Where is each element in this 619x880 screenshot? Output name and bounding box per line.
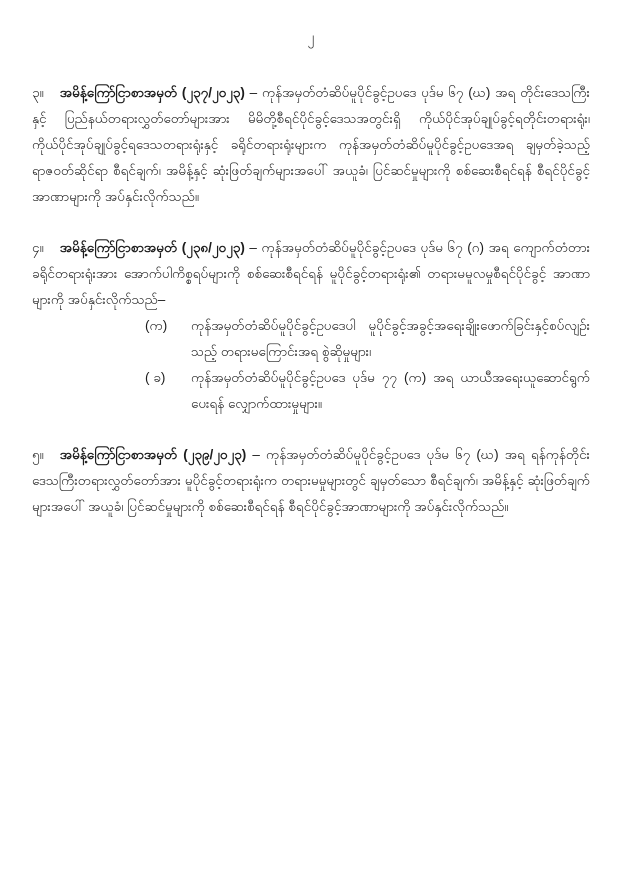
- notification-heading: အမိန့်ကြော်ငြာစာအမှတ် (၂၃၇/၂၀၂၃): [59, 85, 245, 100]
- sub-clause-marker: (က): [145, 318, 168, 333]
- paragraph-number: ၃။: [32, 85, 44, 100]
- dash-separator: –: [244, 240, 262, 255]
- sub-clause-marker: ( ခ): [145, 370, 166, 385]
- dash-separator: –: [244, 85, 262, 100]
- dash-separator: –: [246, 447, 267, 462]
- paragraph-notification-237: [32, 80, 590, 210]
- sub-clause-text: ကုန်အမှတ်တံဆိပ်မူပိုင်ခွင့်ဥပဒေ ပုဒ်မ ၇၇ (က) အရ ယာယီအရေးယူဆောင်ရွက်ပေးရန် လျှောက်ထားမှုများ။: [191, 370, 590, 411]
- paragraph-body: ကုန်အမှတ်တံဆိပ်မူပိုင်ခွင့်ဥပဒေ ပုဒ်မ ၆၇ (ဃ) အရ တိုင်းဒေသကြီးနှင့် ပြည်နယ်တရားလွှတ်တော်များအား မိမိတို့စီရင်ပိုင်ခွင့်ဒေသအတွင်းရှိ ကိုယ်ပိုင်အုပ်ချုပ်ခွင့်ရတိုင်းတရားရုံး၊ ကိုယ်ပိုင်အုပ်ချုပ်ခွင့်ရဒေသတရားရုံးနှင့် ခရိုင်တရားရုံးများက ကုန်အမှတ်တံဆိပ်မူပိုင်ခွင့်ဥပဒေအရ ချမှတ်ခဲ့သည့် ရာဇဝတ်ဆိုင်ရာ စီရင်ချက်၊ အမိန့်နှင့် ဆုံးဖြတ်ချက်များအပေါ် အယူခံ၊ ပြင်ဆင်မှုများကို စစ်ဆေးစီရင်ရန် စီရင်ပိုင်ခွင့်အာဏာများကို အပ်နှင်းလိုက်သည်။: [32, 85, 590, 204]
- sub-clause-item-kha: [145, 365, 590, 417]
- paragraph-number: ၄။: [32, 240, 44, 255]
- sub-clause-list: [32, 313, 590, 417]
- paragraph-number: ၅။: [32, 447, 44, 462]
- paragraph-body: ကုန်အမှတ်တံဆိပ်မူပိုင်ခွင့်ဥပဒေ ပုဒ်မ ၆၇ (ဃ) အရ ရန်ကုန်တိုင်းဒေသကြီးတရားလွှတ်တော်အား မူပိုင်ခွင့်တရားရုံးက တရားမမှုများတွင် ချမှတ်သော စီရင်ချက်၊ အမိန့်နှင့် ဆုံးဖြတ်ချက်များအပေါ် အယူခံ၊ ပြင်ဆင်မှုများကို စစ်ဆေးစီရင်ရန် စီရင်ပိုင်ခွင့်အာဏာများကို အပ်နှင်းလိုက်သည်။: [32, 447, 590, 514]
- notification-heading: အမိန့်ကြော်ငြာစာအမှတ် (၂၃၉/၂၀၂၃): [59, 447, 247, 462]
- notification-heading: အမိန့်ကြော်ငြာစာအမှတ် (၂၃၈/၂၀၂၃): [59, 240, 245, 255]
- page-number: ၂: [307, 29, 315, 45]
- paragraph-notification-239: [32, 442, 590, 520]
- paragraph-body: ကုန်အမှတ်တံဆိပ်မူပိုင်ခွင့်ဥပဒေ ပုဒ်မ ၆၇ (ဂ) အရ ကျောက်တံတားခရိုင်တရားရုံးအား အောက်ပါကိစ္စရပ်များကို စစ်ဆေးစီရင်ရန် မူပိုင်ခွင့်တရားရုံး၏ တရားမမူလမှုစီရင်ပိုင်ခွင့် အာဏာများကို အပ်နှင်းလိုက်သည်–: [32, 240, 591, 307]
- sub-clause-item-ka: [145, 313, 590, 365]
- sub-clause-text: ကုန်အမှတ်တံဆိပ်မူပိုင်ခွင့်ဥပဒေပါ မူပိုင်ခွင့်အခွင့်အရေးချိုးဖောက်ခြင်းနှင့်စပ်လျဉ်းသည့် တရားမကြောင်းအရ စွဲဆိုမှုများ၊: [191, 318, 590, 359]
- paragraph-notification-238: [32, 235, 590, 417]
